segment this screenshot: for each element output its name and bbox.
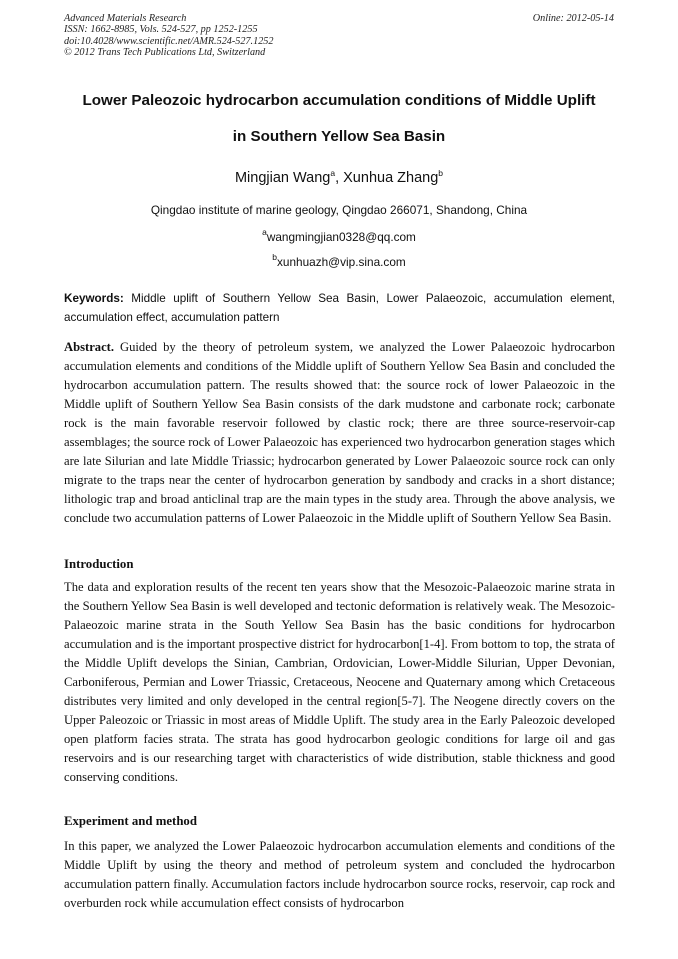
- experiment-text: In this paper, we analyzed the Lower Palaeozoic hydrocarbon accumulation elements and conditions of the Middle Uplift by using the theory and method of petroleum system and concluded the hydrocarbon accumulation pattern finally. Accumulation factors include hydrocarbon source rocks, reservoir, cap rock and overburden rock while accumulation effect consists of hydrocarbon: [64, 839, 615, 910]
- email-b: [0, 252, 678, 269]
- abstract-label: Abstract.: [64, 340, 115, 354]
- keywords-text: Middle uplift of Southern Yellow Sea Basin, Lower Palaeozoic, accumulation element, accumulation effect, accumulation pattern: [64, 292, 615, 324]
- author-1: Mingjian Wang: [234, 170, 331, 186]
- author-separator: ,: [335, 170, 344, 186]
- issn-line: ISSN: 1662-8985, Vols. 524-527, pp 1252-1255: [64, 24, 258, 36]
- email-a-mark: a: [262, 227, 267, 237]
- journal-name: Advanced Materials Research: [64, 13, 187, 24]
- paper-title-line-1: Lower Paleozoic hydrocarbon accumulation conditions of Middle Uplift: [82, 92, 596, 109]
- keywords: [64, 289, 615, 327]
- copyright-line: © 2012 Trans Tech Publications Ltd, Switzerland: [64, 46, 266, 58]
- doi-line: doi:10.4028/www.scientific.net/AMR.524-527.1252: [64, 35, 274, 47]
- introduction-heading: Introduction: [64, 557, 134, 571]
- email-b-mark: b: [272, 252, 278, 262]
- author-2-affiliation-mark: b: [438, 168, 444, 178]
- abstract: [64, 338, 615, 528]
- paper-title-line-2: in Southern Yellow Sea Basin: [232, 128, 446, 145]
- online-date: Online: 2012-05-14: [532, 13, 614, 24]
- email-b-address: xunhuazh@vip.sina.com: [277, 255, 406, 269]
- affiliation: Qingdao institute of marine geology, Qingdao 266071, Shandong, China: [150, 203, 528, 217]
- author-1-affiliation-mark: a: [330, 168, 336, 178]
- email-a: [0, 227, 678, 244]
- email-a-address: wangmingjian0328@qq.com: [266, 230, 416, 244]
- author-list: [0, 168, 678, 186]
- journal-header: [64, 13, 464, 58]
- introduction-text: The data and exploration results of the recent ten years show that the Mesozoic-Palaeozoic marine strata in the Southern Yellow Sea Basin is well developed and tectonic deformation is relatively weak. The Mesozoic-Palaeozoic marine strata in the South Yellow Sea Basin has the basic conditions for hydrocarbon accumulation and is the important prospective district for hydrocarbon[1-4]. From bottom to top, the strata of the Middle Uplift develops the Sinian, Cambrian, Ordovician, Lower-Middle Silurian, Upper Devonian, Carboniferous, Permian and Lower Triassic, Cretaceous, Neocene and Quaternary among which Cretaceous distributes very limited and only developed in the central region[5-7]. The Neogene directly covers on the Upper Paleozoic or Triassic in most areas of Middle Uplift. The study area in the Early Paleozoic developed open platform facies strata. The strata has good hydrocarbon geologic conditions for large oil and gas reservoirs and is our researching target with characteristics of wide distribution, stable thickness and good conserving conditions.: [64, 580, 615, 784]
- keywords-label: Keywords:: [64, 292, 124, 305]
- author-2: Xunhua Zhang: [343, 170, 439, 186]
- abstract-text: Guided by the theory of petroleum system, we analyzed the Lower Palaeozoic hydrocarbon accumulation elements and conditions of the Middle uplift of Southern Yellow Sea Basin and concluded the hydrocarbon accumulation pattern. The results showed that: the source rock of lower Palaeozoic in the Middle uplift of Southern Yellow Sea Basin consists of the dark mudstone and carbonate rock; carbonate rock is the main favorable reservoir followed by clastic rock; there are three source-reservoir-cap assemblages; the source rock of Lower Palaeozoic has experienced two hydrocarbon generation stages which are late Silurian and late Middle Triassic; hydrocarbon generated by Lower Palaeozoic source rock can only migrate to the traps near the center of hydrocarbon generation by sandbody and cracks in a short distance; lithologic trap and broad anticlinal trap are the main types in the study area. Through the above analysis, we conclude two accumulation patterns of Lower Palaeozoic in the Middle uplift of Southern Yellow Sea Basin.: [64, 340, 615, 525]
- experiment-heading: Experiment and method: [64, 814, 197, 828]
